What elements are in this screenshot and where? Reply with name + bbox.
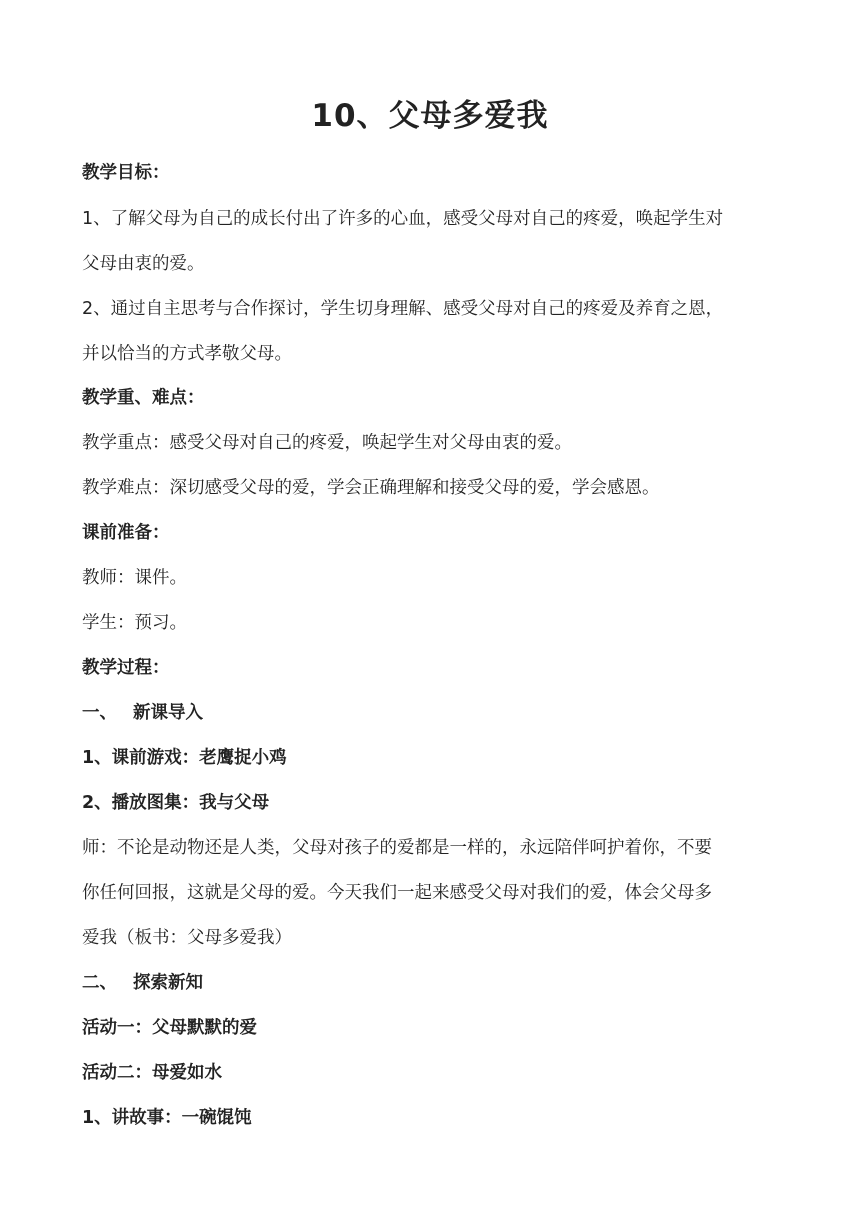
teacher-speech-line-3: 爱我（板书：父母多爱我） [82, 928, 292, 948]
game-item: 1、课前游戏：老鹰捉小鸡 [82, 748, 287, 768]
objective-1-line-2: 父母由衷的爱。 [82, 254, 205, 274]
process-heading: 教学过程： [82, 658, 170, 678]
document-title: 10、父母多爱我 [311, 98, 549, 134]
section-1-heading [82, 701, 782, 725]
teacher-preparation: 教师：课件。 [82, 568, 187, 588]
key-points-heading: 教学重、难点： [82, 388, 205, 408]
preparation-heading: 课前准备： [82, 523, 170, 543]
section-2-title: 探索新知 [133, 973, 203, 993]
activity-2: 活动二：母爱如水 [82, 1063, 222, 1083]
teacher-speech-line-1: 师：不论是动物还是人类，父母对孩子的爱都是一样的，永远陪伴呵护着你，不要 [82, 838, 712, 858]
student-preparation: 学生：预习。 [82, 613, 187, 633]
section-2-heading [82, 971, 782, 995]
objective-2-line-1: 2、通过自主思考与合作探讨，学生切身理解、感受父母对自己的疼爱及养育之恩， [82, 299, 724, 319]
gallery-item: 2、播放图集：我与父母 [82, 793, 270, 813]
teacher-speech-line-2: 你任何回报，这就是父母的爱。今天我们一起来感受父母对我们的爱，体会父母多 [82, 883, 712, 903]
section-2-number: 二、 [82, 973, 117, 993]
objective-1-line-1: 1、了解父母为自己的成长付出了许多的心血，感受父母对自己的疼爱，唤起学生对 [82, 209, 724, 229]
activity-1: 活动一：父母默默的爱 [82, 1018, 257, 1038]
section-1-number: 一、 [82, 703, 117, 723]
key-point-text: 教学重点：感受父母对自己的疼爱，唤起学生对父母由衷的爱。 [82, 433, 572, 453]
difficult-point-text: 教学难点：深切感受父母的爱，学会正确理解和接受父母的爱，学会感恩。 [82, 478, 660, 498]
objectives-heading: 教学目标： [82, 163, 170, 183]
story-item: 1、讲故事：一碗馄饨 [82, 1108, 252, 1128]
objective-2-line-2: 并以恰当的方式孝敬父母。 [82, 344, 292, 364]
section-1-title: 新课导入 [133, 703, 203, 723]
